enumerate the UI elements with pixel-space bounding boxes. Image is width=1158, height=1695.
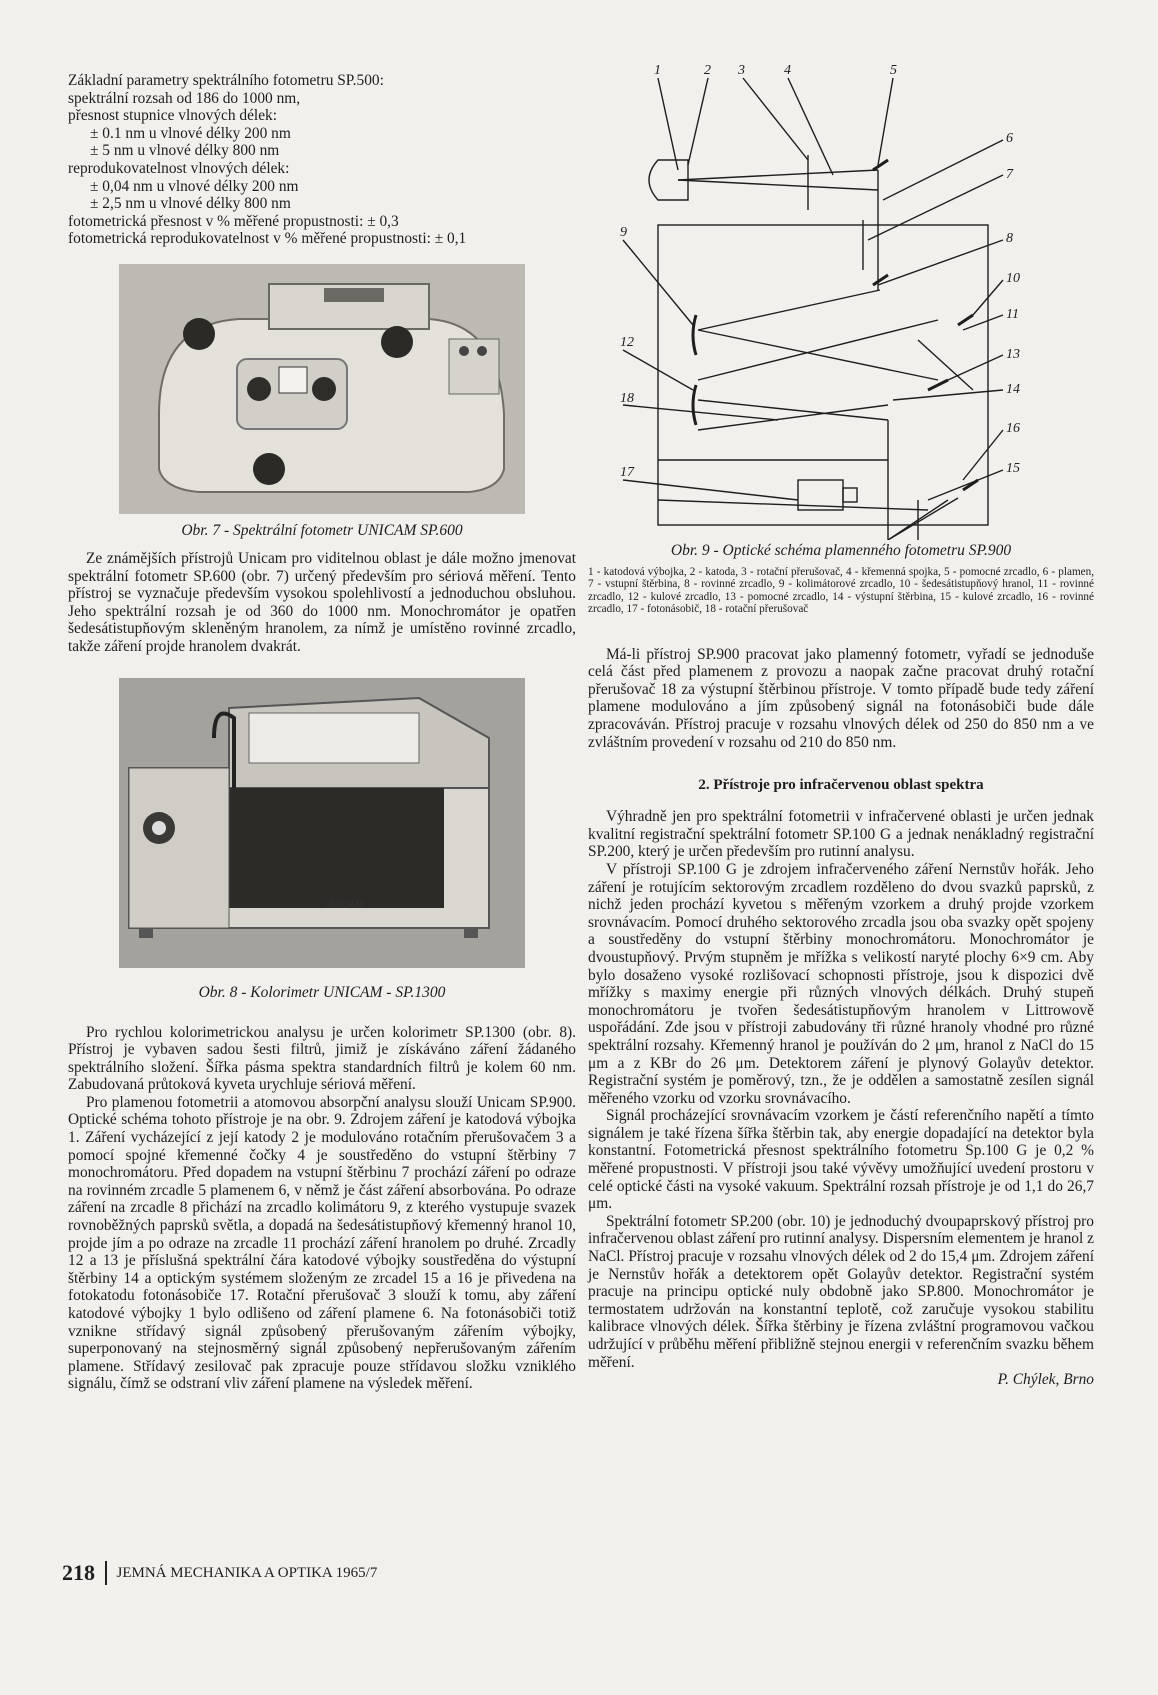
- diagram-label-15: 15: [1006, 461, 1020, 476]
- param-line: ± 0,04 nm u vlnové délky 200 nm: [90, 177, 299, 195]
- diagram-label-9: 9: [620, 225, 627, 240]
- diagram-label-12: 12: [620, 335, 634, 350]
- diagram-label-3: 3: [738, 63, 745, 78]
- diagram-label-10: 10: [1006, 271, 1020, 286]
- param-line: ± 2,5 nm u vlnové délky 800 nm: [90, 195, 291, 213]
- paragraph-ir-intro: Výhradně jen pro spektrální fotometrii v infračervené oblasti je určen jednak kvalitní registrační spektrální fotometr SP.100 G a jednak nenákladný registrační SP.200, který je určen především pro rutinní analysu.: [588, 808, 1094, 861]
- fig9-caption: Obr. 9 - Optické schéma plamenného fotometru SP.900: [670, 542, 1012, 559]
- diagram-label-4: 4: [784, 63, 791, 78]
- page-number: 218: [62, 1560, 95, 1585]
- left-column: [68, 72, 576, 1393]
- fig8-photo-sp1300: [119, 678, 525, 968]
- diagram-label-17: 17: [620, 465, 634, 480]
- param-line: ± 5 nm u vlnové délky 800 nm: [90, 142, 280, 160]
- paragraph-sp600: Ze známějších přístrojů Unicam pro viditelnou oblast je dále možno jmenovat spektrální fotometr SP.600 (obr. 7) určený především pro sériová měření. Tento přístroj se vyznačuje především vysokou spolehlivostí a jednoduchou obsluhou. Jeho spektrální rozsah je od 360 do 1000 nm. Monochromátor je opatřen šedesátistupňovým skleněným hranolem, za nímž je umístěno rovinné zrcadlo, takže záření projde hranolem dvakrát.: [68, 549, 576, 655]
- param-line: fotometrická reprodukovatelnost v % měřené propustnosti: ± 0,1: [68, 230, 467, 248]
- diagram-label-2: 2: [704, 63, 711, 78]
- right-column: [588, 60, 1094, 1389]
- sp500-parameters: [68, 72, 576, 248]
- diagram-label-5: 5: [890, 63, 897, 78]
- param-line: spektrální rozsah od 186 do 1000 nm,: [68, 89, 301, 107]
- param-line: Základní parametry spektrálního fotometru SP.500:: [68, 72, 384, 89]
- journal-name: JEMNÁ MECHANIKA A OPTIKA 1965/7: [116, 1564, 378, 1581]
- paragraph-sp100g: V přístroji SP.100 G je zdrojem infračerveného záření Nernstův hořák. Jeho záření je rotujícím sektorovým zrcadlem rozděleno do dvou svazků paprsků, z nichž jeden prochází kyvetou s měřeným vzorkem a druhý projde vzorkem srovnávacím. Pomocí druhého sektorového zrcadla jsou oba svazky opět spojeny a soustředěny do vstupní štěrbiny monochromátoru. Monochromátor je dvoustupňový. Prvým stupněm je mřížka s velikostí naryté plochy 6×9 cm. Aby bylo dosaženo vysoké rozlišovací schopnosti přístroje, jsou k dispozici dvě mřížky s maximy energie při různých vlnových délkách. Druhý stupeň monochromátoru je tvořen šedesátistupňovým hranolem v Littrowově uspořádání. Zde jsou v přístroji zabudovány tři různé hranoly vhodné pro různé spektrální rozsahy. Křemenný hranol je používán do 2 μm, hranol z NaCl do 15 μm a z KBr do 26 μm. Detektorem záření je plynový Golayův detektor. Registrační systém je poměrový, tzn., že je oddělen a samostatně zesílen signál měřeného vzorku od vzorku srovnávacího.: [588, 860, 1094, 1107]
- colorimeter-illustration: [119, 678, 525, 968]
- diagram-label-1: 1: [654, 63, 661, 78]
- fig9-optical-diagram: [618, 60, 1048, 540]
- param-line: ± 0.1 nm u vlnové délky 200 nm: [90, 124, 291, 142]
- param-line: fotometrická přesnost v % měřené propustnosti: ± 0,3: [68, 212, 399, 230]
- fig7-caption: Obr. 7 - Spektrální fotometr UNICAM SP.600: [181, 521, 463, 539]
- diagram-label-14: 14: [1006, 382, 1020, 397]
- param-line: přesnost stupnice vlnových délek:: [68, 107, 278, 125]
- diagram-label-13: 13: [1006, 347, 1020, 362]
- diagram-label-7: 7: [1006, 167, 1013, 182]
- footer-divider: [105, 1561, 107, 1585]
- unicam-label: UNICAM: [324, 899, 364, 911]
- paragraph-sp200: Spektrální fotometr SP.200 (obr. 10) je jednoduchý dvoupaprskový přístroj pro infračervenou oblast záření pro rutinní analysy. Dispersním elementem je hranol z NaCl. Přístroj pracuje v rozsahu vlnových délek od 2 do 15,4 μm. Zdrojem záření je Nernstův hořák a detektorem opět Golayův detektor. Registrační systém pracuje na principu optické nuly obdobně jako SP.800. Monochromátor je termostatem udržován na konstantní teplotě, což zaručuje vysokou stabilitu kalibrace vlnových délek. Šířka štěrbiny je řízena zvláštní programovou vačkou udržující v průběhu měření přibližně stejnou energii v referenčním svazku během měření.: [588, 1212, 1094, 1371]
- fig9-legend: 1 - katodová výbojka, 2 - katoda, 3 - rotační přerušovač, 4 - křemenná spojka, 5 - pomocné zrcadlo, 6 - plamen, 7 - vstupní štěrbina, 8 - rovinné zrcadlo, 9 - kolimátorové zrcadlo, 10 - šedesátistupňový hranol, 11 - rovinné zrcadlo, 12 - kulové zrcadlo, 13 - pomocné zrcadlo, 14 - výstupní štěrbina, 15 - kulové zrcadlo, 16 - rovinné zrcadlo, 17 - fotonásobič, 18 - rotační přerušovač: [588, 566, 1094, 616]
- fig7-photo-sp600: [119, 264, 525, 514]
- diagram-label-16: 16: [1006, 421, 1020, 436]
- section-title-infrared: 2. Přístroje pro infračervenou oblast spektra: [698, 777, 984, 794]
- diagram-label-6: 6: [1006, 131, 1013, 146]
- param-line: reprodukovatelnost vlnových délek:: [68, 159, 290, 177]
- paragraph-sp100g-signal: Signál procházející srovnávacím vzorkem je částí referenčního napětí a tímto signálem je také řízena šířka štěrbin tak, aby energie dopadající na detektor byla konstantní. Fotometrická přesnost spektrálního fotometru Sp.100 G je 0,2 % měřené propustnosti. V přístroji jsou také vývěvy umožňující uvedení prostoru v celé optické části na vysoké vakuum. Spektrální rozsah přístroje je od 1,1 do 26,7 μm.: [588, 1107, 1094, 1213]
- paragraph-sp900: Pro plamenou fotometrii a atomovou absorpční analysu slouží Unicam SP.900. Optické schéma tohoto přístroje je na obr. 9. Zdrojem záření je katodová výbojka 1. Záření vycházející z její katody 2 je modulováno rotačním přerušovačem 3 a pomocí spojné křemenné čočky 4 je soustředěno do vstupní štěrbiny 7 monochromátoru. Před dopadem na vstupní štěrbinu 7 prochází záření po odraze na rovinném zrcadle 5 plamenem 6, v němž je část záření absorbována. Po odraze záření na zrcadle 8 přichází na zrcadlo kolimátoru 9, z kterého vystupuje svazek rovnoběžných paprsků světla, a dopadá na šedesátistupňový křemenný hranol 10, projde jím a po odraze na zrcadle 11 prochází záření hranolem po druhé. Zrcadly 12 a 13 je příslušná spektrální čára katodové výbojky soustředěna do výstupní štěrbiny 14 a optickým systémem složeným ze zrcadel 15 a 16 je přivedena na fotokatodu fotonásobiče 17. Rotační přerušovač 3 slouží k tomu, aby záření katodové výbojky 1 bylo odlišeno od záření plamene 6. Na fotonásobiči totiž vznikne střídavý signál způsobený přerušovaným zářením výbojky, superponovaný na stejnosměrný signál způsobený nepřerušovaným zářením plamene. Střídavý zesilovač pak zpracuje pouze střídavou složku vzniklého signálu, čímž se odstraní vliv záření plamene na výsledek měření.: [68, 1093, 576, 1393]
- paragraph-sp1300: Pro rychlou kolorimetrickou analysu je určen kolorimetr SP.1300 (obr. 8). Přístroj je vybaven sadou šesti filtrů, jimiž je získáváno záření žádaného spektrálního složení. Šířka pásma spektra standardních filtrů je kolem 60 nm. Zabudovaná průtoková kyveta urychluje sériová měření.: [68, 1023, 576, 1094]
- paragraph-sp900-flame: Má-li přístroj SP.900 pracovat jako plamenný fotometr, vyřadí se jednoduše celá část před plamenem z provozu a naopak začne pracovat druhý rotační přerušovač 18 za výstupní štěrbinou přístroje. V tomto případě bude tedy záření plamene modulováno a jím způsobený signál na fotonásobiči bude dále zpracováván. Přístroj pracuje v rozsahu vlnových délek od 250 do 850 nm a ve zvláštním provedení v rozsahu od 210 do 850 nm.: [588, 645, 1094, 751]
- diagram-label-18: 18: [620, 391, 634, 406]
- page-footer: [62, 1560, 377, 1586]
- optical-scheme-svg: [618, 60, 1048, 540]
- fig8-caption: Obr. 8 - Kolorimetr UNICAM - SP.1300: [198, 983, 446, 1001]
- diagram-label-11: 11: [1006, 307, 1019, 322]
- diagram-label-8: 8: [1006, 231, 1013, 246]
- spectrophotometer-illustration: [119, 264, 525, 514]
- author-signature: P. Chýlek, Brno: [997, 1371, 1094, 1389]
